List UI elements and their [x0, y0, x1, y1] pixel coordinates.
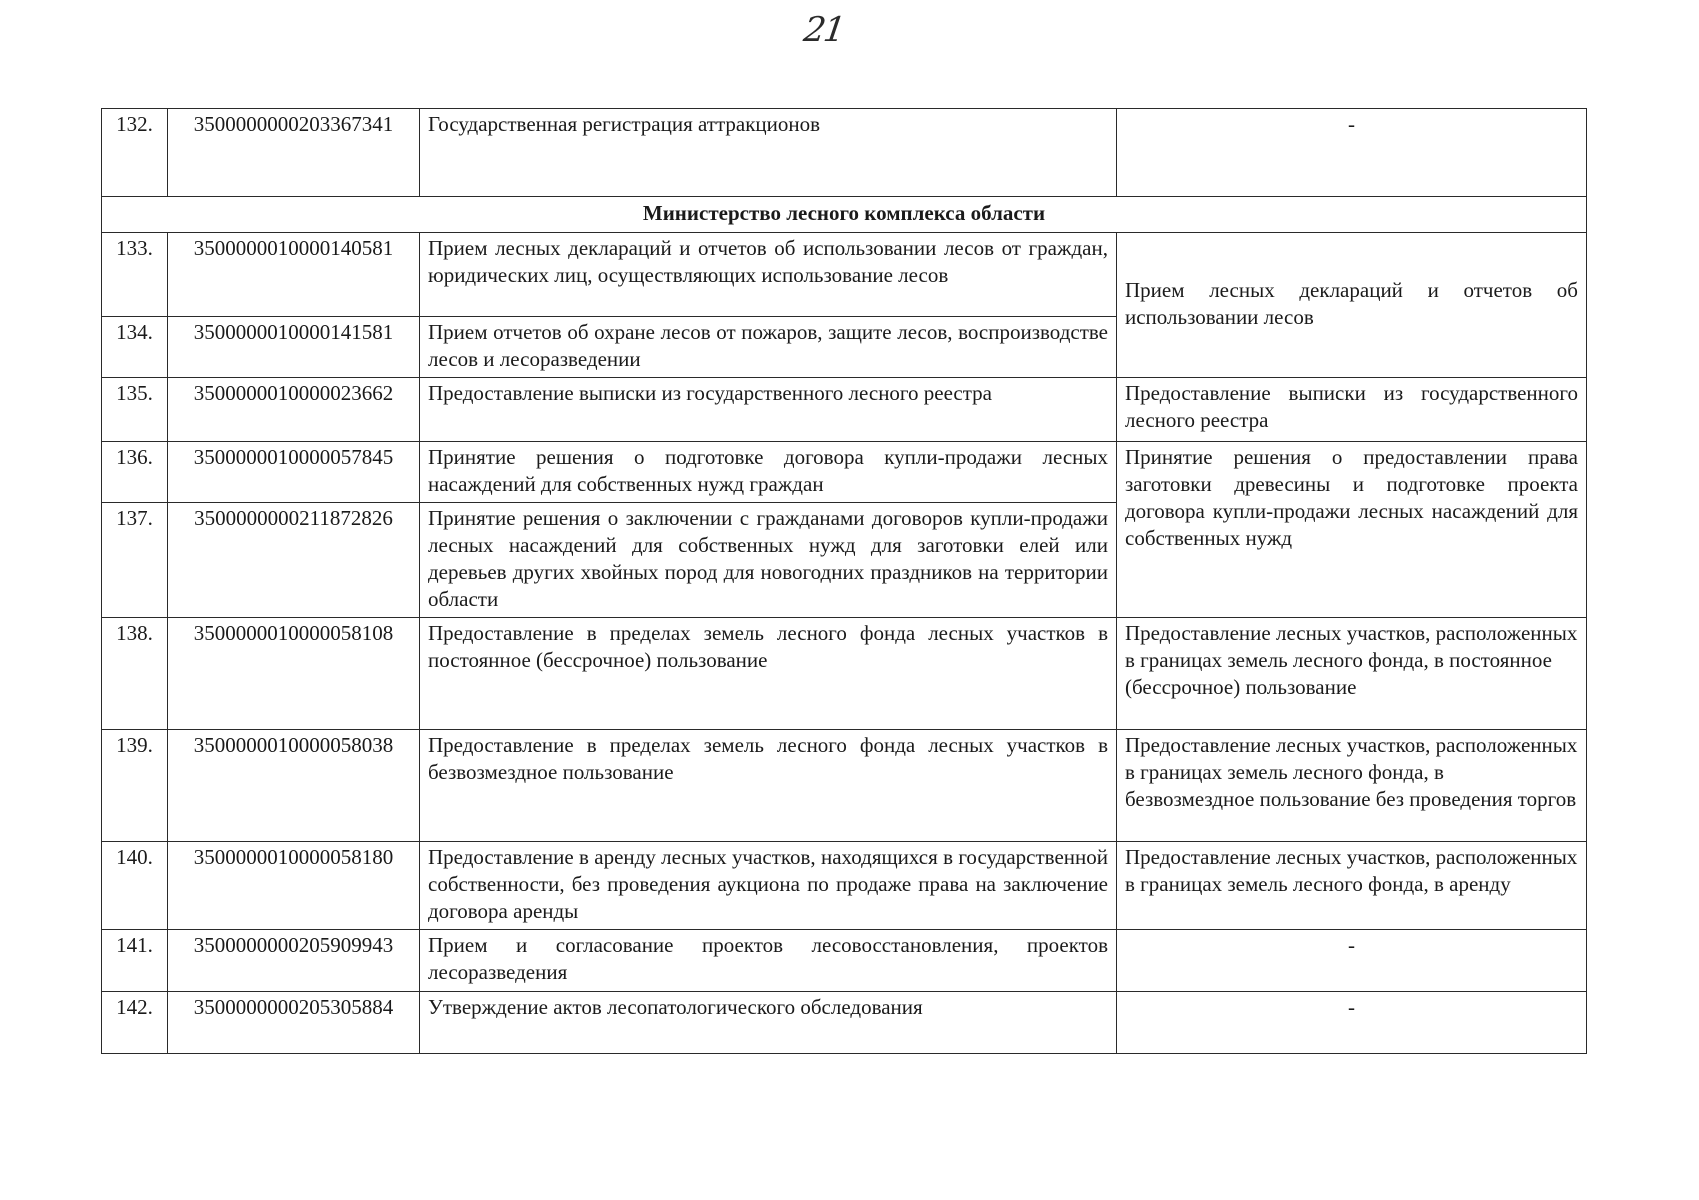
table-row	[102, 730, 1587, 842]
page-number: 21	[801, 10, 847, 50]
unified-service: -	[1117, 930, 1587, 992]
row-number: 135.	[102, 378, 168, 442]
services-table	[101, 108, 1587, 1054]
row-number: 142.	[102, 992, 168, 1054]
registry-code: 3500000000211872826	[168, 503, 420, 618]
section-row	[102, 197, 1587, 233]
service-name: Принятие решения о подготовке договора купли-продажи лесных насаждений для собственных нужд граждан	[420, 442, 1117, 503]
table-row	[102, 992, 1587, 1054]
table-row	[102, 842, 1587, 930]
table-row	[102, 378, 1587, 442]
table-row	[102, 233, 1587, 317]
service-name: Предоставление в аренду лесных участков, находящихся в государственной собственности, без проведения аукциона по продаже права на заключение договора аренды	[420, 842, 1117, 930]
row-number: 132.	[102, 109, 168, 197]
table-row	[102, 930, 1587, 992]
unified-service: Предоставление лесных участков, расположенных в границах земель лесного фонда, в постоянное (бессрочное) пользование	[1117, 618, 1587, 730]
row-number: 141.	[102, 930, 168, 992]
registry-code: 3500000000205305884	[168, 992, 420, 1054]
row-number: 138.	[102, 618, 168, 730]
registry-code: 3500000000205909943	[168, 930, 420, 992]
registry-code: 3500000010000141581	[168, 317, 420, 378]
registry-code: 3500000010000057845	[168, 442, 420, 503]
unified-service: Принятие решения о предоставлении права заготовки древесины и подготовке проекта договора купли-продажи лесных насаждений для собственных нужд	[1117, 442, 1587, 618]
registry-code: 3500000010000058180	[168, 842, 420, 930]
unified-service: -	[1117, 109, 1587, 197]
row-number: 133.	[102, 233, 168, 317]
service-name: Прием и согласование проектов лесовосстановления, проектов лесоразведения	[420, 930, 1117, 992]
registry-code: 3500000000203367341	[168, 109, 420, 197]
table-row	[102, 618, 1587, 730]
registry-code: 3500000010000023662	[168, 378, 420, 442]
unified-service: -	[1117, 992, 1587, 1054]
row-number: 139.	[102, 730, 168, 842]
service-name: Прием лесных деклараций и отчетов об использовании лесов от граждан, юридических лиц, осуществляющих использование лесов	[420, 233, 1117, 317]
registry-code: 3500000010000058038	[168, 730, 420, 842]
registry-code: 3500000010000058108	[168, 618, 420, 730]
row-number: 140.	[102, 842, 168, 930]
row-number: 136.	[102, 442, 168, 503]
unified-service: Предоставление лесных участков, расположенных в границах земель лесного фонда, в аренду	[1117, 842, 1587, 930]
row-number: 134.	[102, 317, 168, 378]
service-name: Утверждение актов лесопатологического обследования	[420, 992, 1117, 1054]
unified-service: Предоставление выписки из государственного лесного реестра	[1117, 378, 1587, 442]
registry-code: 3500000010000140581	[168, 233, 420, 317]
service-name: Прием отчетов об охране лесов от пожаров, защите лесов, воспроизводстве лесов и лесоразведении	[420, 317, 1117, 378]
unified-service: Прием лесных деклараций и отчетов об использовании лесов	[1117, 233, 1587, 378]
unified-service: Предоставление лесных участков, расположенных в границах земель лесного фонда, в безвозмездное пользование без проведения торгов	[1117, 730, 1587, 842]
service-name: Принятие решения о заключении с гражданами договоров купли-продажи лесных насаждений для собственных нужд для заготовки елей или деревьев других хвойных пород для новогодних праздников на территории области	[420, 503, 1117, 618]
section-title: Министерство лесного комплекса области	[102, 197, 1587, 233]
table-row	[102, 442, 1587, 503]
service-name: Государственная регистрация аттракционов	[420, 109, 1117, 197]
table-row	[102, 109, 1587, 197]
service-name: Предоставление выписки из государственного лесного реестра	[420, 378, 1117, 442]
service-name: Предоставление в пределах земель лесного фонда лесных участков в постоянное (бессрочное) пользование	[420, 618, 1117, 730]
row-number: 137.	[102, 503, 168, 618]
service-name: Предоставление в пределах земель лесного фонда лесных участков в безвозмездное пользование	[420, 730, 1117, 842]
